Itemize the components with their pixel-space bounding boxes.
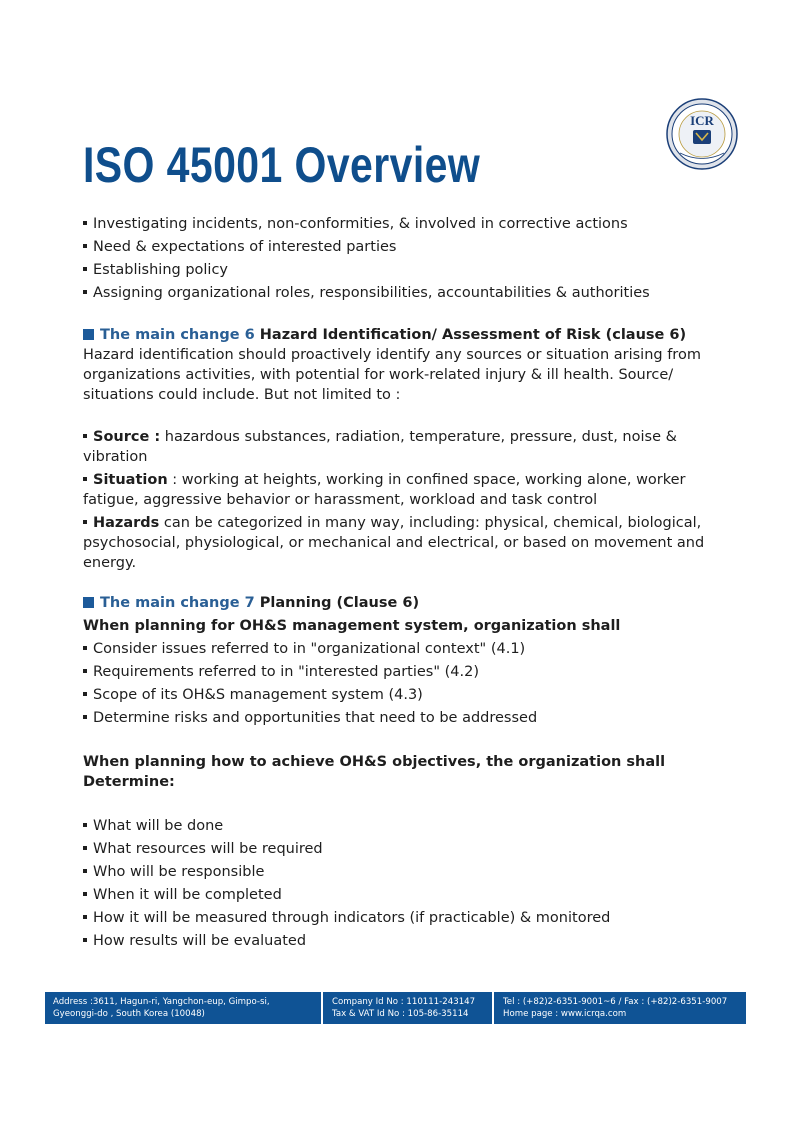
section7-label: The main change 7	[100, 595, 255, 611]
bullet-icon	[83, 846, 87, 850]
footer-divider	[492, 992, 494, 1024]
bullet-icon	[83, 646, 87, 650]
footer-contact: Tel : (+82)2-6351-9001~6 / Fax : (+82)2-6351-9007 Home page : www.icrqa.com	[503, 997, 728, 1019]
section6-title: Hazard Identification/ Assessment of Risk (clause 6)	[259, 327, 687, 343]
footer-company-ids: Company Id No : 110111-243147 Tax & VAT Id No : 105-86-35114	[332, 997, 476, 1019]
bullet-icon	[83, 267, 87, 271]
bullet-icon	[83, 477, 87, 481]
list-item: Requirements referred to in "interested parties" (4.2)	[83, 662, 723, 682]
list-item: What will be done	[83, 816, 723, 836]
bullet-icon	[83, 520, 87, 524]
list-item: Hazards can be categorized in many way, including: physical, chemical, biological, psychosocial, physiological, or mechanical and electrical, or based on movement and energy.	[83, 515, 705, 571]
bullet-icon	[83, 669, 87, 673]
bullet-icon	[83, 244, 87, 248]
intro-list	[83, 214, 723, 303]
list-item: How it will be measured through indicators (if practicable) & monitored	[83, 908, 723, 928]
page-title: ISO 45001 Overview	[83, 137, 481, 193]
list-item: Consider issues referred to in "organizational context" (4.1)	[83, 639, 723, 659]
list-item: Source : hazardous substances, radiation, temperature, pressure, dust, noise & vibration	[83, 429, 677, 465]
list-item: How results will be evaluated	[83, 931, 723, 951]
icr-seal-logo	[666, 98, 738, 170]
bullet-icon	[83, 434, 87, 438]
section7-title: Planning (Clause 6)	[259, 595, 420, 611]
section6-heading	[83, 325, 723, 345]
list-item: When it will be completed	[83, 885, 723, 905]
square-icon	[83, 597, 94, 608]
bullet-icon	[83, 290, 87, 294]
list-item: What resources will be required	[83, 839, 723, 859]
bullet-icon	[83, 823, 87, 827]
section7-subheading-1: When planning for OH&S management system, organization shall	[83, 618, 621, 634]
section6-items	[83, 427, 723, 573]
list-item: Determine risks and opportunities that need to be addressed	[83, 708, 723, 728]
bullet-icon	[83, 221, 87, 225]
bullet-icon	[83, 715, 87, 719]
footer-divider	[321, 992, 323, 1024]
list-item: Scope of its OH&S management system (4.3)	[83, 685, 723, 705]
list-item: Who will be responsible	[83, 862, 723, 882]
bullet-icon	[83, 892, 87, 896]
bullet-icon	[83, 915, 87, 919]
bullet-icon	[83, 938, 87, 942]
footer-address: Address :3611, Hagun-ri, Yangchon-eup, Gimpo-si, Gyeonggi-do , South Korea (10048)	[53, 997, 270, 1019]
section6-label: The main change 6	[100, 327, 255, 343]
section7-subheading-2: When planning how to achieve OH&S objectives, the organization shall Determine:	[83, 754, 666, 790]
section6-body: Hazard identification should proactively identify any sources or situation arising from organizations activities, with potential for work-related injury & ill health. Source/ situations could include. But not limited to :	[83, 347, 701, 403]
square-icon	[83, 329, 94, 340]
list-item: Investigating incidents, non-conformities, & involved in corrective actions	[83, 214, 723, 234]
logo-text: ICR	[690, 113, 714, 128]
section7-list-2	[83, 816, 723, 951]
list-item: Assigning organizational roles, responsibilities, accountabilities & authorities	[83, 283, 723, 303]
bullet-icon	[83, 692, 87, 696]
bullet-icon	[83, 869, 87, 873]
list-item: Establishing policy	[83, 260, 723, 280]
footer-bar	[45, 992, 746, 1024]
section7-heading	[83, 593, 723, 613]
main-content	[83, 214, 723, 954]
list-item: Situation : working at heights, working in confined space, working alone, worker fatigue, aggressive behavior or harassment, workload and task control	[83, 472, 686, 508]
section7-list-1	[83, 639, 723, 728]
list-item: Need & expectations of interested parties	[83, 237, 723, 257]
